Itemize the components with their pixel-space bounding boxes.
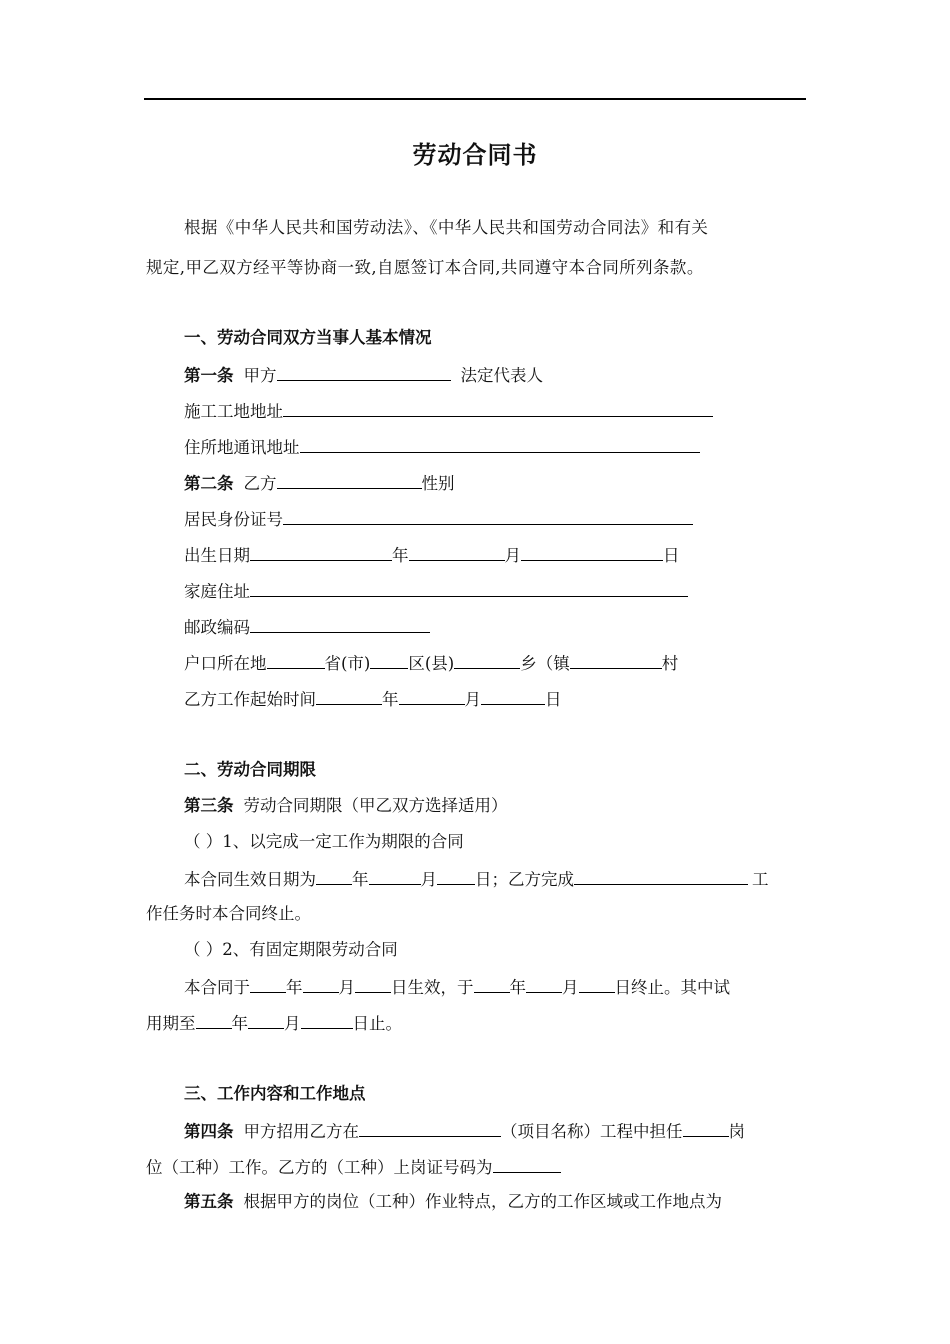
article-3-label: 第三条 [184,796,234,815]
start-year-label: 年 [382,690,399,709]
option-2-detail-row [184,974,730,1000]
option-1-text-b: 日；乙方完成 [475,870,574,889]
article-4-text-d: 位（工种）工作。乙方的（工种）上岗证号码为 [146,1158,493,1177]
option-1-day-field[interactable] [437,866,475,885]
certificate-number-field[interactable] [493,1154,561,1173]
option-2-end-month-field[interactable] [526,974,562,993]
option-2-probation-row [146,1010,402,1036]
article-5-text: 根据甲方的岗位（工种）作业特点，乙方的工作区域或工作地点为 [243,1192,722,1211]
option-2-start-month-field[interactable] [303,974,339,993]
section-1-heading: 一、劳动合同双方当事人基本情况 [184,328,432,347]
article-5-label: 第五条 [184,1192,234,1211]
start-year-field[interactable] [316,686,382,705]
birth-month-field[interactable] [409,542,505,561]
probation-year-field[interactable] [196,1010,232,1029]
article-4-label: 第四条 [184,1122,234,1141]
probation-month-label: 月 [284,1014,301,1033]
option-2-start-day-field[interactable] [355,974,391,993]
id-number-row [184,506,693,532]
option-2[interactable]: （ ）2、有固定期限劳动合同 [184,940,398,959]
residence-address-label: 住所地通讯地址 [184,438,300,457]
section-2-heading: 二、劳动合同期限 [184,760,316,779]
option-2-text-e: 日止。 [352,1014,402,1033]
province-label: 省(市) [324,654,371,673]
postcode-row [184,614,430,640]
day-label: 日 [663,546,680,565]
article-4-row [184,1118,745,1144]
article-5-row [184,1190,722,1214]
article-1-row [184,362,543,388]
site-address-row [184,398,713,424]
id-number-field[interactable] [283,506,693,525]
option-2-end-year-label: 年 [509,978,526,997]
residence-address-field[interactable] [300,434,700,453]
birth-date-row [184,542,680,568]
option-1-text-c: 工 [752,870,769,889]
residence-address-row [184,434,700,460]
option-2-end-year-field[interactable] [474,974,510,993]
birth-date-label: 出生日期 [184,546,250,565]
postcode-label: 邮政编码 [184,618,250,637]
start-time-label: 乙方工作起始时间 [184,690,316,709]
intro-line-1: 根据《中华人民共和国劳动法》、《中华人民共和国劳动合同法》和有关 [184,218,709,237]
start-time-row [184,686,562,712]
article-4-cont-row [146,1154,561,1180]
option-2-start-month-label: 月 [338,978,355,997]
start-month-field[interactable] [399,686,465,705]
article-1-label: 第一条 [184,366,234,385]
party-a-field[interactable] [277,362,451,381]
start-day-label: 日 [545,690,562,709]
article-3-row [184,794,508,818]
home-address-field[interactable] [250,578,688,597]
village-label: 村 [661,654,679,673]
district-label: 区(县) [408,654,455,673]
article-4-text-a: 甲方招用乙方在 [243,1122,359,1141]
intro-line-2: 规定,甲乙双方经平等协商一致,自愿签订本合同,共同遵守本合同所列条款。 [146,258,704,277]
probation-month-field[interactable] [248,1010,284,1029]
month-label: 月 [504,546,521,565]
site-address-field[interactable] [283,398,713,417]
option-1-year-field[interactable] [316,866,352,885]
probation-day-field[interactable] [301,1010,353,1029]
option-1-month-field[interactable] [369,866,421,885]
township-field[interactable] [454,650,520,669]
township-label: 乡（镇 [520,654,570,673]
birth-year-field[interactable] [250,542,392,561]
option-2-end-month-label: 月 [562,978,579,997]
postcode-field[interactable] [250,614,430,633]
option-2-text-b: 日生效，于 [391,978,474,997]
hukou-row [184,650,678,676]
district-field[interactable] [370,650,408,669]
option-2-text-d: 用期至 [146,1014,196,1033]
province-field[interactable] [267,650,325,669]
village-field[interactable] [570,650,662,669]
article-3-text: 劳动合同期限（甲乙双方选择适用） [243,796,508,815]
home-address-label: 家庭住址 [184,582,250,601]
id-number-label: 居民身份证号 [184,510,283,529]
option-2-end-day-field[interactable] [579,974,615,993]
article-4-text-c: 岗 [728,1122,745,1141]
option-1[interactable]: （ ）1、以完成一定工作为期限的合同 [184,832,464,851]
option-2-start-year-field[interactable] [250,974,286,993]
document-title: 劳动合同书 [412,141,538,169]
year-label: 年 [392,546,409,565]
article-4-text-b: （项目名称）工程中担任 [501,1122,683,1141]
birth-day-field[interactable] [521,542,663,561]
option-1-year-label: 年 [352,870,369,889]
option-1-text-d: 作任务时本合同终止。 [146,904,311,923]
probation-year-label: 年 [231,1014,248,1033]
option-2-text-c: 日终止。其中试 [614,978,730,997]
party-b-field[interactable] [277,470,422,489]
option-2-start-year-label: 年 [286,978,303,997]
project-name-field[interactable] [359,1118,501,1137]
party-b-label: 乙方 [243,474,277,493]
party-a-label: 甲方 [243,366,277,385]
start-day-field[interactable] [481,686,545,705]
hukou-label: 户口所在地 [184,654,267,673]
option-1-task-field[interactable] [574,866,748,885]
article-2-label: 第二条 [184,474,234,493]
header-rule [144,98,806,100]
article-2-row [184,470,455,496]
option-1-detail-row [184,866,769,892]
start-month-label: 月 [464,690,481,709]
gender-label: 性别 [421,474,455,493]
site-address-label: 施工工地地址 [184,402,283,421]
option-1-month-label: 月 [420,870,437,889]
option-2-text-a: 本合同于 [184,978,250,997]
position-field[interactable] [683,1118,729,1137]
legal-rep-label: 法定代表人 [460,366,543,385]
option-1-text-a: 本合同生效日期为 [184,870,316,889]
section-3-heading: 三、工作内容和工作地点 [184,1084,366,1103]
home-address-row [184,578,688,604]
